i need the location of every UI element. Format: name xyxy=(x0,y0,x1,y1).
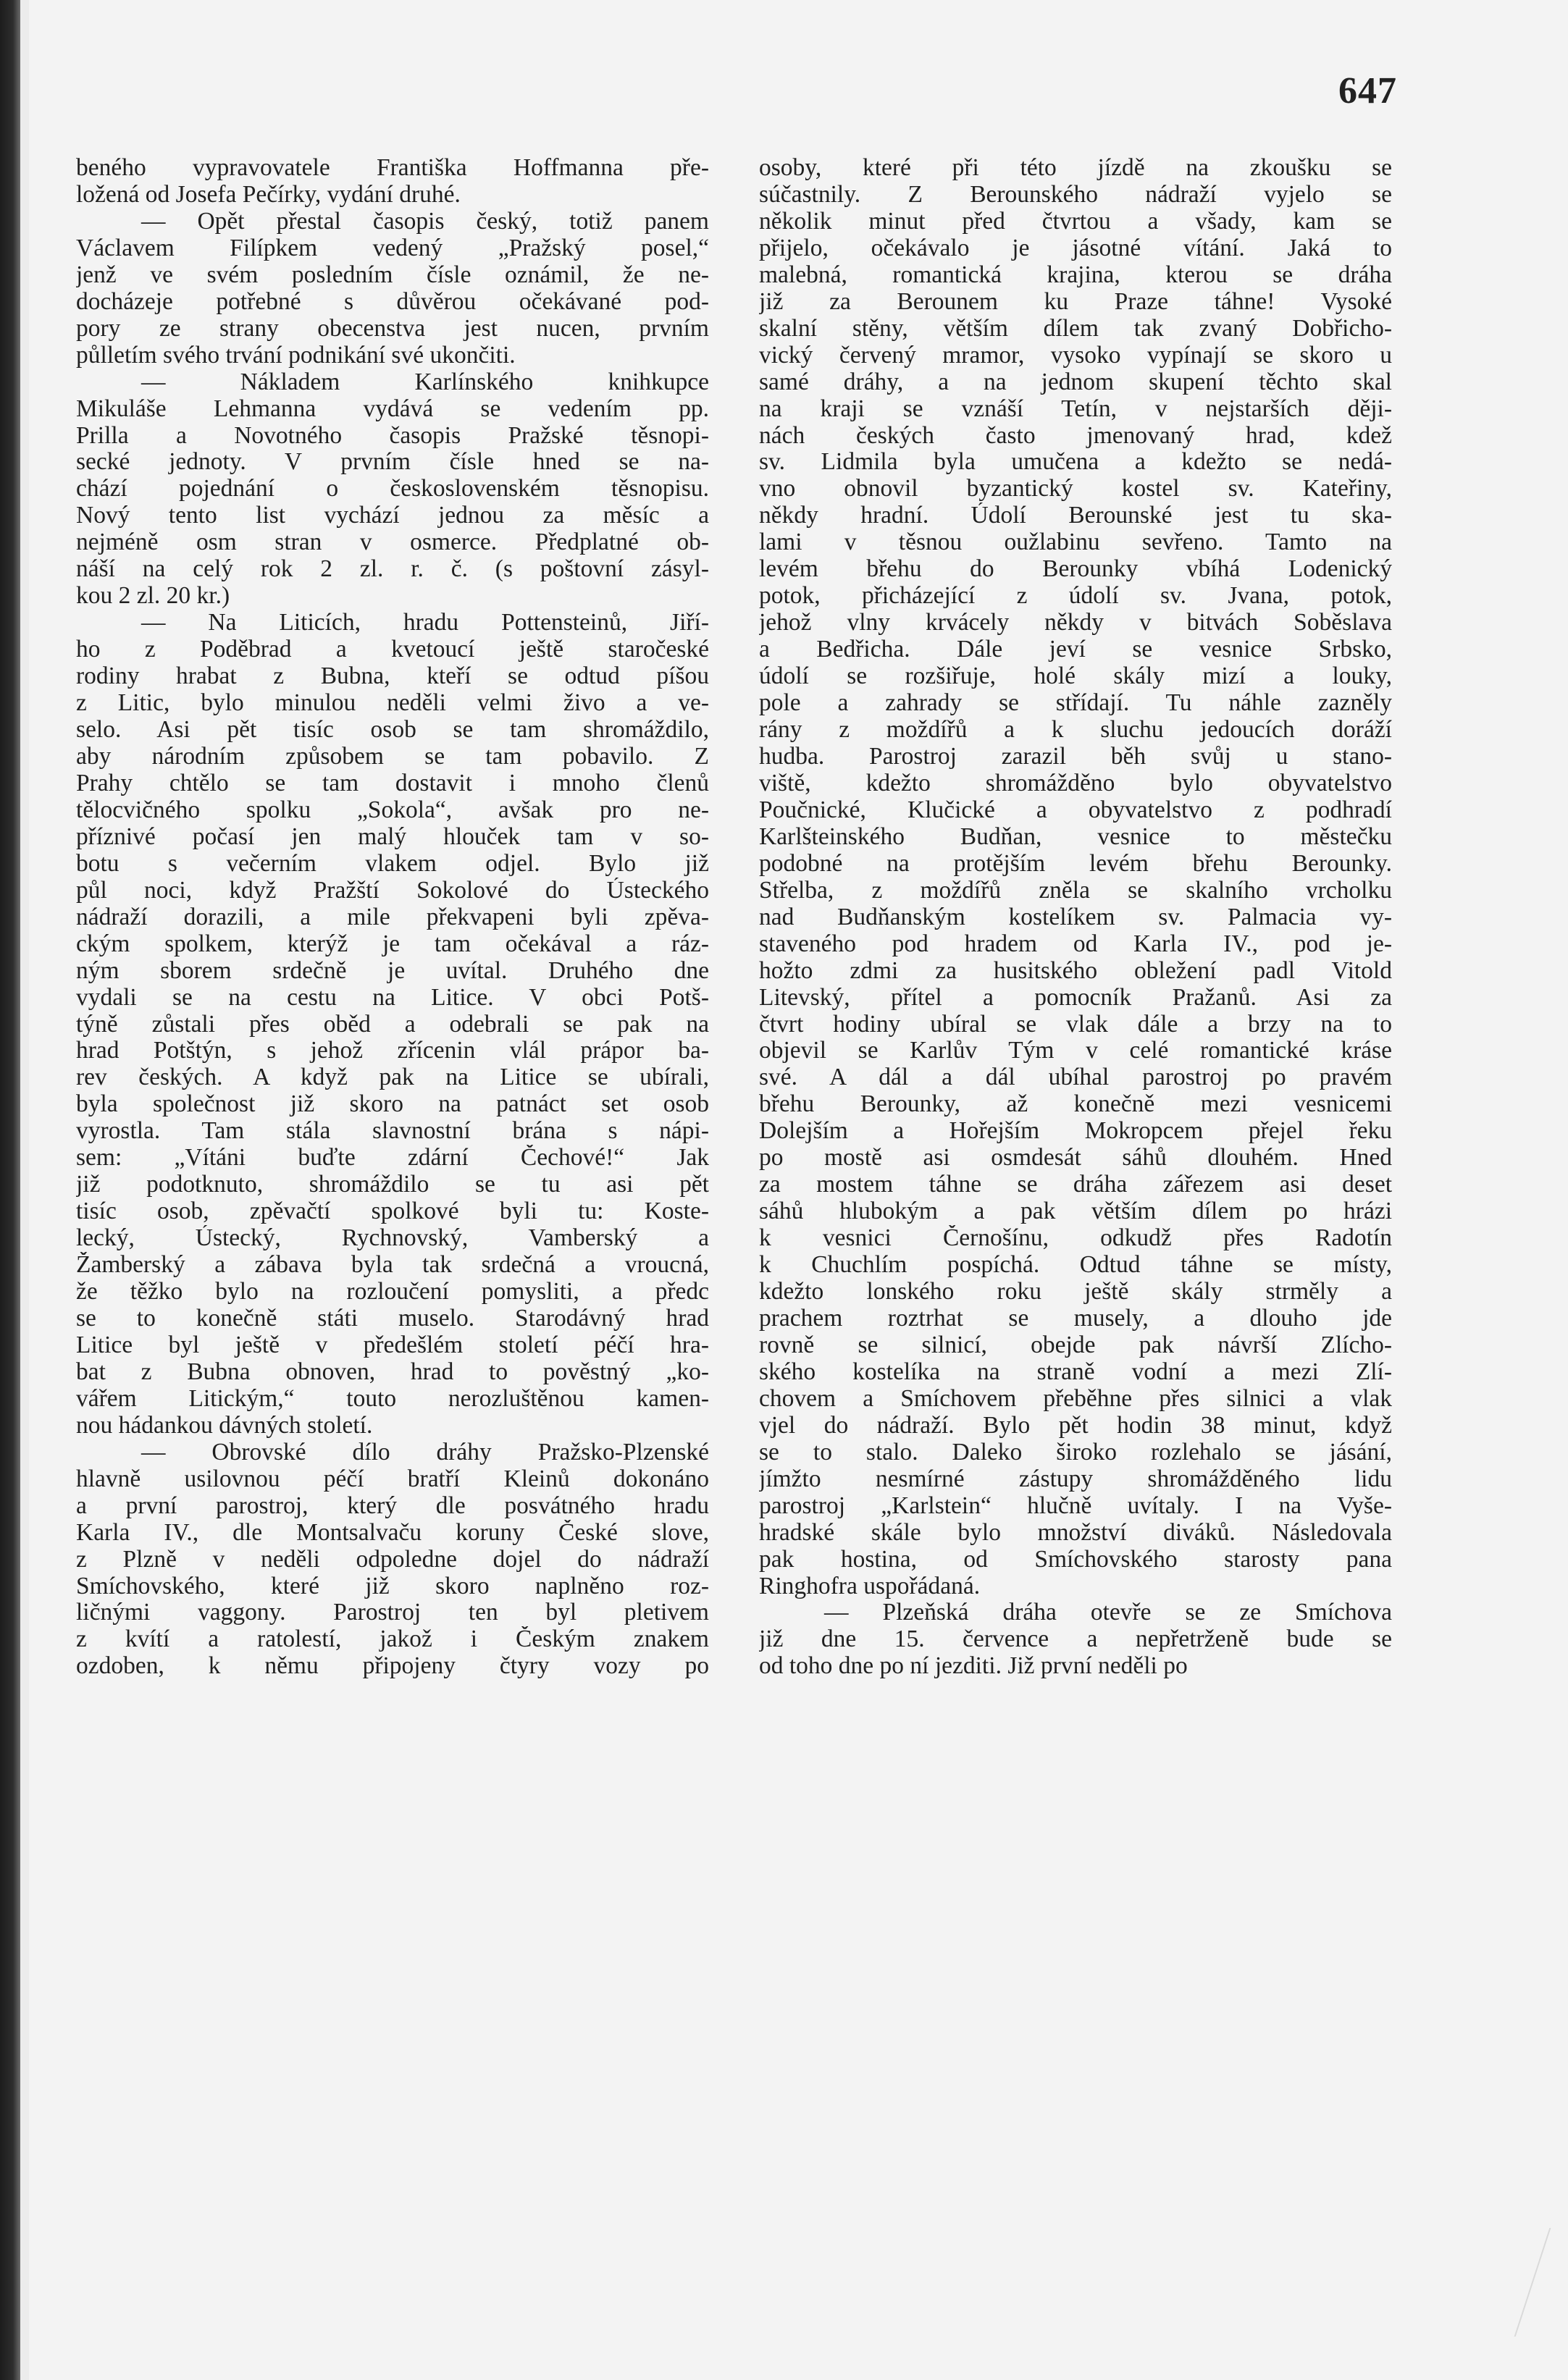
text-line: příznivé počasí jen malý hlouček tam v so- xyxy=(76,823,709,850)
text-line: vydali se na cestu na Litice. V obci Potš- xyxy=(76,984,709,1011)
text-line: k Chuchlím pospíchá. Odtud táhne se místy, xyxy=(759,1252,1392,1279)
text-line: hradské skále bylo množství diváků. Následovala xyxy=(759,1519,1392,1546)
text-line: a první parostroj, který dle posvátného hradu xyxy=(76,1492,709,1519)
text-line: od toho dne po ní jezditi. Již první neděli po xyxy=(759,1653,1188,1680)
text-line: Poučnické, Klučické a obyvatelstvo z podhradí xyxy=(759,796,1392,823)
text-line: údolí se rozšiřuje, holé skály mizí a louky, xyxy=(759,663,1392,690)
text-line: Litevský, přítel a pomocník Pražanů. Asi za xyxy=(759,984,1392,1011)
text-line: břehu Berounky, až konečně mezi vesnicemi xyxy=(759,1091,1392,1118)
text-line: rány z moždířů a k sluchu jedoucích doráží xyxy=(759,717,1392,744)
text-line: staveného pod hradem od Karla IV., pod je- xyxy=(759,930,1392,957)
text-line: malebná, romantická krajina, kterou se dráha xyxy=(759,261,1392,288)
text-line: podobné na protějším levém břehu Berounky. xyxy=(759,850,1392,877)
scan-margin-mark xyxy=(1514,2228,1568,2337)
text-line: selo. Asi pět tisíc osob se tam shromáždilo, xyxy=(76,717,709,744)
text-line: súčastnily. Z Berounského nádraží vyjelo se xyxy=(759,181,1392,208)
text-line: — Na Liticích, hradu Pottensteinů, Jiří- xyxy=(141,610,709,636)
text-line: jenž ve svém posledním čísle oznámil, že ne- xyxy=(76,261,709,288)
text-line: z kvítí a ratolestí, jakož i Českým znakem xyxy=(76,1626,709,1653)
text-line: Litice byl ještě v předešlém století péčí hra- xyxy=(76,1332,709,1358)
text-line: nách českých často jmenovaný hrad, kdež xyxy=(759,422,1392,449)
text-line: aby národním způsobem se tam pobavilo. Z xyxy=(76,743,709,770)
text-line: Dolejším a Hořejším Mokropcem přejel řeku xyxy=(759,1118,1392,1145)
text-line: chovem a Smíchovem přeběhne přes silnici a vlak xyxy=(759,1385,1392,1412)
text-line: tělocvičného spolku „Sokola“, avšak pro ne- xyxy=(76,796,709,823)
text-line: samé dráhy, a na jednom skupení těchto skal xyxy=(759,369,1392,395)
text-line: jehož vlny krvácely někdy v bitvách Soběslava xyxy=(759,610,1392,636)
text-line: Ringhofra uspořádaná. xyxy=(759,1573,981,1599)
text-line: skalní stěny, větším dílem tak zvaný Dobřicho- xyxy=(759,315,1392,342)
text-line: že těžko bylo na rozloučení pomysliti, a předc xyxy=(76,1279,709,1305)
text-line: vyrostla. Tam stála slavnostní brána s nápi- xyxy=(76,1118,709,1145)
text-line: — Plzeňská dráha otevře se ze Smíchova xyxy=(824,1599,1392,1626)
page-number: 647 xyxy=(1338,70,1397,112)
text-line: náší na celý rok 2 zl. r. č. (s poštovní zásyl- xyxy=(76,556,709,583)
text-line: své. A dál a dál ubíhal parostroj po pravém xyxy=(759,1064,1392,1091)
text-line: botu s večerním vlakem odjel. Bylo již xyxy=(76,850,709,877)
text-line: hlavně usilovnou péčí bratří Kleinů dokonáno xyxy=(76,1466,709,1492)
text-line: bat z Bubna obnoven, hrad to pověstný „ko- xyxy=(76,1358,709,1385)
text-line: chází pojednání o československém těsnopisu. xyxy=(76,476,709,503)
text-line: Žamberský a zábava byla tak srdečná a vroucná, xyxy=(76,1252,709,1279)
text-line: Václavem Filípkem vedený „Pražský posel,“ xyxy=(76,235,709,261)
text-line: sem: „Vítáni buďte zdární Čechové!“ Jak xyxy=(76,1145,709,1172)
text-line: hudba. Parostroj zarazil běh svůj u stano- xyxy=(759,743,1392,770)
text-line: po mostě asi osmdesát sáhů dlouhém. Hned xyxy=(759,1145,1392,1172)
text-line: levém břehu do Berounky vbíhá Lodenický xyxy=(759,556,1392,583)
text-line: — Obrovské dílo dráhy Pražsko-Plzenské xyxy=(141,1439,709,1466)
text-line: Karla IV., dle Montsalvaču koruny České slove, xyxy=(76,1519,709,1546)
text-line: prachem roztrhat se musely, a dlouho jde xyxy=(759,1305,1392,1332)
text-line: docházeje potřebné s důvěrou očekávané pod- xyxy=(76,288,709,315)
text-line: Prilla a Novotného časopis Pražské těsnopi- xyxy=(76,422,709,449)
text-line: ložená od Josefa Pečírky, vydání druhé. xyxy=(76,181,461,208)
text-line: secké jednoty. V prvním čísle hned se na- xyxy=(76,449,709,476)
text-line: čtvrt hodiny ubíral se vlak dále a brzy na to xyxy=(759,1011,1392,1038)
text-line: rev českých. A když pak na Litice se ubírali, xyxy=(76,1064,709,1091)
text-line: se to konečně státi muselo. Starodávný hrad xyxy=(76,1305,709,1332)
text-line: a Bedřicha. Dále jeví se vesnice Srbsko, xyxy=(759,636,1392,663)
scan-binding-edge xyxy=(0,0,20,2380)
text-line: viště, kdežto shromážděno bylo obyvatelstvo xyxy=(759,770,1392,796)
text-line: vářem Litickým,“ touto nerozluštěnou kamen- xyxy=(76,1385,709,1412)
text-line: ského kostelíka na straně vodní a mezi Zlí- xyxy=(759,1358,1392,1385)
text-line: z Litic, bylo minulou neděli velmi živo a ve- xyxy=(76,690,709,717)
left-text-column xyxy=(76,155,709,1680)
text-line: ozdoben, k němu připojeny čtyry vozy po xyxy=(76,1653,709,1680)
text-line: lecký, Ústecký, Rychnovský, Vamberský a xyxy=(76,1225,709,1252)
right-text-column xyxy=(759,155,1392,1680)
text-line: nádraží dorazili, a mile překvapeni byli zpěva- xyxy=(76,904,709,930)
text-line: kdežto lonského roku ještě skály strměly a xyxy=(759,1279,1392,1305)
text-line: ho z Poděbrad a kvetoucí ještě staročeské xyxy=(76,636,709,663)
text-line: ným sborem srdečně je uvítal. Druhého dne xyxy=(76,957,709,984)
text-line: půl noci, když Pražští Sokolové do Ústeckého xyxy=(76,877,709,904)
text-line: několik minut před čtvrtou a všady, kam se xyxy=(759,208,1392,235)
text-line: ckým spolkem, kterýž je tam očekával a ráz- xyxy=(76,930,709,957)
text-line: — Opět přestal časopis český, totiž panem xyxy=(141,208,709,235)
text-line: sáhů hlubokým a pak větším dílem po hrázi xyxy=(759,1198,1392,1225)
text-line: hožto zdmi za husitského obležení padl Vitold xyxy=(759,957,1392,984)
text-line: k vesnici Černošínu, odkudž přes Radotín xyxy=(759,1225,1392,1252)
text-line: vjel do nádraží. Bylo pět hodin 38 minut, když xyxy=(759,1412,1392,1439)
text-line: — Nákladem Karlínského knihkupce xyxy=(141,369,709,395)
text-line: na kraji se vznáší Tetín, v nejstarších ději- xyxy=(759,395,1392,422)
text-line: vno obnovil byzantický kostel sv. Kateřiny, xyxy=(759,476,1392,503)
text-line: půlletím svého trvání podnikání své ukončiti. xyxy=(76,342,516,369)
text-line: pole a zahrady se střídají. Tu náhle zazněly xyxy=(759,690,1392,717)
text-line: se to stalo. Daleko široko rozlehalo se jásání, xyxy=(759,1439,1392,1466)
text-line: jímžto nesmírné zástupy shromážděného lidu xyxy=(759,1466,1392,1492)
text-line: pory ze strany obecenstva jest nucen, prvním xyxy=(76,315,709,342)
text-line: hrad Potštýn, s jehož zřícenin vlál prápor ba- xyxy=(76,1038,709,1064)
text-line: rovně se silnicí, obejde pak návrší Zlícho- xyxy=(759,1332,1392,1358)
text-line: potok, přicházející z údolí sv. Jvana, potok, xyxy=(759,583,1392,610)
text-line: Smíchovského, které již skoro naplněno roz- xyxy=(76,1573,709,1599)
text-line: vický červený mramor, vysoko vypínají se skoro u xyxy=(759,342,1392,369)
text-line: přijelo, očekávalo je jásotné vítání. Jaká to xyxy=(759,235,1392,261)
text-line: parostroj „Karlstein“ hlučně uvítaly. I na Vyše- xyxy=(759,1492,1392,1519)
text-line: Střelba, z moždířů zněla se skalního vrcholku xyxy=(759,877,1392,904)
text-line: osoby, které při této jízdě na zkoušku se xyxy=(759,155,1392,181)
text-line: Karlšteinského Budňan, vesnice to městečku xyxy=(759,823,1392,850)
text-line: již dne 15. července a nepřetrženě bude se xyxy=(759,1626,1392,1653)
text-line: objevil se Karlův Tým v celé romantické kráse xyxy=(759,1038,1392,1064)
text-line: ličnými vaggony. Parostroj ten byl pletivem xyxy=(76,1599,709,1626)
text-line: nou hádankou dávných století. xyxy=(76,1412,373,1439)
text-line: již podotknuto, shromáždilo se tu asi pět xyxy=(76,1172,709,1198)
text-line: tisíc osob, zpěvačtí spolkové byli tu: Koste- xyxy=(76,1198,709,1225)
text-line: nad Budňanským kostelíkem sv. Palmacia vy- xyxy=(759,904,1392,930)
text-line: Mikuláše Lehmanna vydává se vedením pp. xyxy=(76,395,709,422)
text-line: nejméně osm stran v osmerce. Předplatné ob- xyxy=(76,529,709,556)
text-line: sv. Lidmila byla umučena a kdežto se nedá- xyxy=(759,449,1392,476)
text-line: z Plzně v neděli odpoledne dojel do nádraží xyxy=(76,1546,709,1573)
text-line: někdy hradní. Údolí Berounské jest tu ska- xyxy=(759,503,1392,529)
text-line: Nový tento list vychází jednou za měsíc a xyxy=(76,503,709,529)
text-line: kou 2 zl. 20 kr.) xyxy=(76,583,230,610)
book-page xyxy=(29,0,1568,2380)
text-line: pak hostina, od Smíchovského starosty pana xyxy=(759,1546,1392,1573)
text-line: lami v těsnou oužlabinu sevřeno. Tamto na xyxy=(759,529,1392,556)
text-line: byla společnost již skoro na patnáct set osob xyxy=(76,1091,709,1118)
text-line: za mostem táhne se dráha zářezem asi deset xyxy=(759,1172,1392,1198)
text-line: rodiny hrabat z Bubna, kteří se odtud píšou xyxy=(76,663,709,690)
text-line: beného vypravovatele Františka Hoffmanna pře- xyxy=(76,155,709,181)
text-line: již za Berounem ku Praze táhne! Vysoké xyxy=(759,288,1392,315)
text-line: týně zůstali přes oběd a odebrali se pak na xyxy=(76,1011,709,1038)
text-line: Prahy chtělo se tam dostavit i mnoho členů xyxy=(76,770,709,796)
